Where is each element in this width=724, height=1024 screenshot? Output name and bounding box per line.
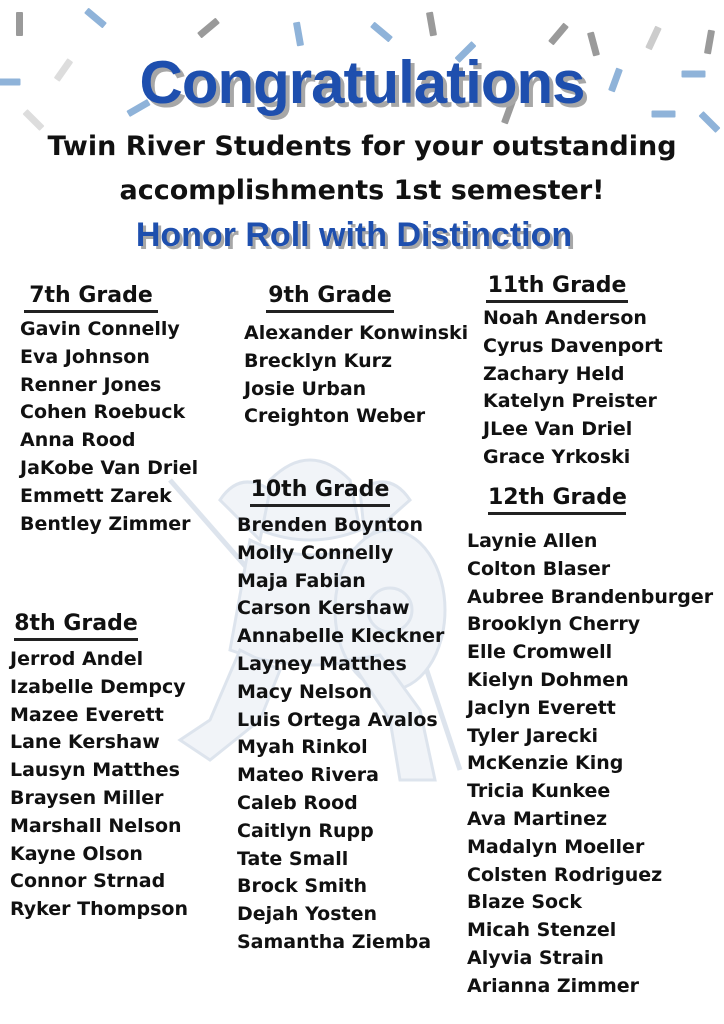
student-name: Josie Urban — [244, 377, 367, 400]
grade-heading-8: 8th Grade — [14, 610, 138, 641]
grade-heading-10: 10th Grade — [250, 476, 390, 507]
student-name: Jerrod Andel — [10, 648, 144, 670]
student-name: JaKobe Van Driel — [20, 456, 199, 479]
confetti-decoration — [84, 8, 107, 29]
student-name: Brenden Boynton — [237, 514, 424, 536]
page-title: Congratulations — [139, 49, 585, 116]
student-name: Tate Small — [237, 847, 349, 870]
student-name: Micah Stenzel — [467, 919, 617, 942]
grade-list-10 — [237, 512, 444, 957]
student-name: Carson Kershaw — [237, 597, 410, 620]
confetti-decoration — [293, 22, 304, 47]
student-name: Bentley Zimmer — [20, 512, 191, 535]
student-name: Brock Smith — [237, 875, 368, 898]
student-name: JLee Van Driel — [483, 418, 633, 441]
student-name: Maja Fabian — [237, 569, 366, 592]
grade-heading-11: 11th Grade — [486, 272, 628, 303]
student-name: Lane Kershaw — [10, 731, 160, 754]
student-name: Macy Nelson — [237, 680, 373, 703]
student-name: McKenzie King — [467, 752, 624, 775]
student-name: Dejah Yosten — [237, 903, 378, 926]
honor-roll-heading: Honor Roll with Distinction — [135, 216, 573, 254]
grade-list-9 — [244, 320, 468, 431]
student-name: Alyvia Strain — [467, 946, 604, 969]
student-name: Colton Blaser — [467, 557, 611, 580]
student-name: Braysen Miller — [10, 786, 164, 809]
confetti-decoration — [197, 18, 220, 39]
student-name: Tricia Kunkee — [467, 780, 611, 803]
student-name: Annabelle Kleckner — [237, 625, 445, 648]
grade-list-11 — [483, 305, 663, 472]
student-name: Samantha Ziemba — [237, 930, 432, 953]
student-name: Brooklyn Cherry — [467, 613, 641, 636]
confetti-decoration — [370, 22, 393, 43]
student-name: Grace Yrkoski — [483, 445, 631, 468]
student-name: Eva Johnson — [20, 345, 150, 368]
grade-list-12 — [467, 528, 713, 1001]
student-name: Aubree Brandenburger — [467, 585, 714, 608]
student-name: Luis Ortega Avalos — [237, 708, 438, 731]
student-name: Cohen Roebuck — [20, 401, 186, 424]
student-name: Tyler Jarecki — [467, 724, 599, 747]
student-name: Ava Martinez — [467, 807, 608, 830]
grade-heading-12: 12th Grade — [488, 484, 626, 515]
student-name: Caleb Rood — [237, 791, 358, 814]
student-name: Izabelle Dempcy — [10, 675, 186, 698]
student-name: Emmett Zarek — [20, 484, 172, 507]
student-name: Mazee Everett — [10, 703, 164, 726]
student-name: Caitlyn Rupp — [237, 819, 374, 842]
subtitle-line-1: Twin River Students for your outstanding — [47, 131, 677, 162]
student-name: Elle Cromwell — [467, 641, 613, 664]
grade-list-8 — [10, 646, 188, 924]
student-name: Creighton Weber — [244, 405, 426, 428]
grade-heading-9: 9th Grade — [266, 282, 394, 313]
student-name: Cyrus Davenport — [483, 334, 663, 357]
student-name: Zachary Held — [483, 362, 625, 385]
student-name: Jaclyn Everett — [467, 696, 616, 719]
confetti-decoration — [16, 12, 23, 36]
student-name: Mateo Rivera — [237, 764, 379, 787]
student-name: Kayne Olson — [10, 842, 143, 865]
student-name: Blaze Sock — [467, 891, 583, 914]
confetti-decoration — [426, 12, 437, 37]
student-name: Gavin Connelly — [20, 318, 180, 340]
student-name: Noah Anderson — [483, 307, 647, 329]
student-name: Molly Connelly — [237, 541, 394, 564]
confetti-decoration — [548, 23, 569, 46]
student-name: Lausyn Matthes — [10, 759, 180, 782]
student-name: Alexander Konwinski — [244, 322, 469, 344]
student-name: Myah Rinkol — [237, 736, 368, 759]
student-name: Marshall Nelson — [10, 814, 182, 837]
student-name: Connor Strnad — [10, 870, 166, 893]
student-name: Kielyn Dohmen — [467, 668, 629, 691]
student-name: Brecklyn Kurz — [244, 349, 393, 372]
student-name: Laynie Allen — [467, 530, 598, 552]
grade-heading-7: 7th Grade — [24, 282, 158, 313]
student-name: Ryker Thompson — [10, 898, 188, 921]
student-name: Anna Rood — [20, 429, 136, 452]
student-name: Renner Jones — [20, 373, 162, 396]
confetti-decoration — [645, 26, 661, 51]
student-name: Arianna Zimmer — [467, 974, 640, 997]
student-name: Katelyn Preister — [483, 390, 657, 413]
grade-list-7 — [20, 316, 198, 538]
student-name: Madalyn Moeller — [467, 835, 645, 858]
student-name: Layney Matthes — [237, 652, 407, 675]
student-name: Colsten Rodriguez — [467, 863, 663, 886]
subtitle-line-2: accomplishments 1st semester! — [119, 175, 605, 206]
